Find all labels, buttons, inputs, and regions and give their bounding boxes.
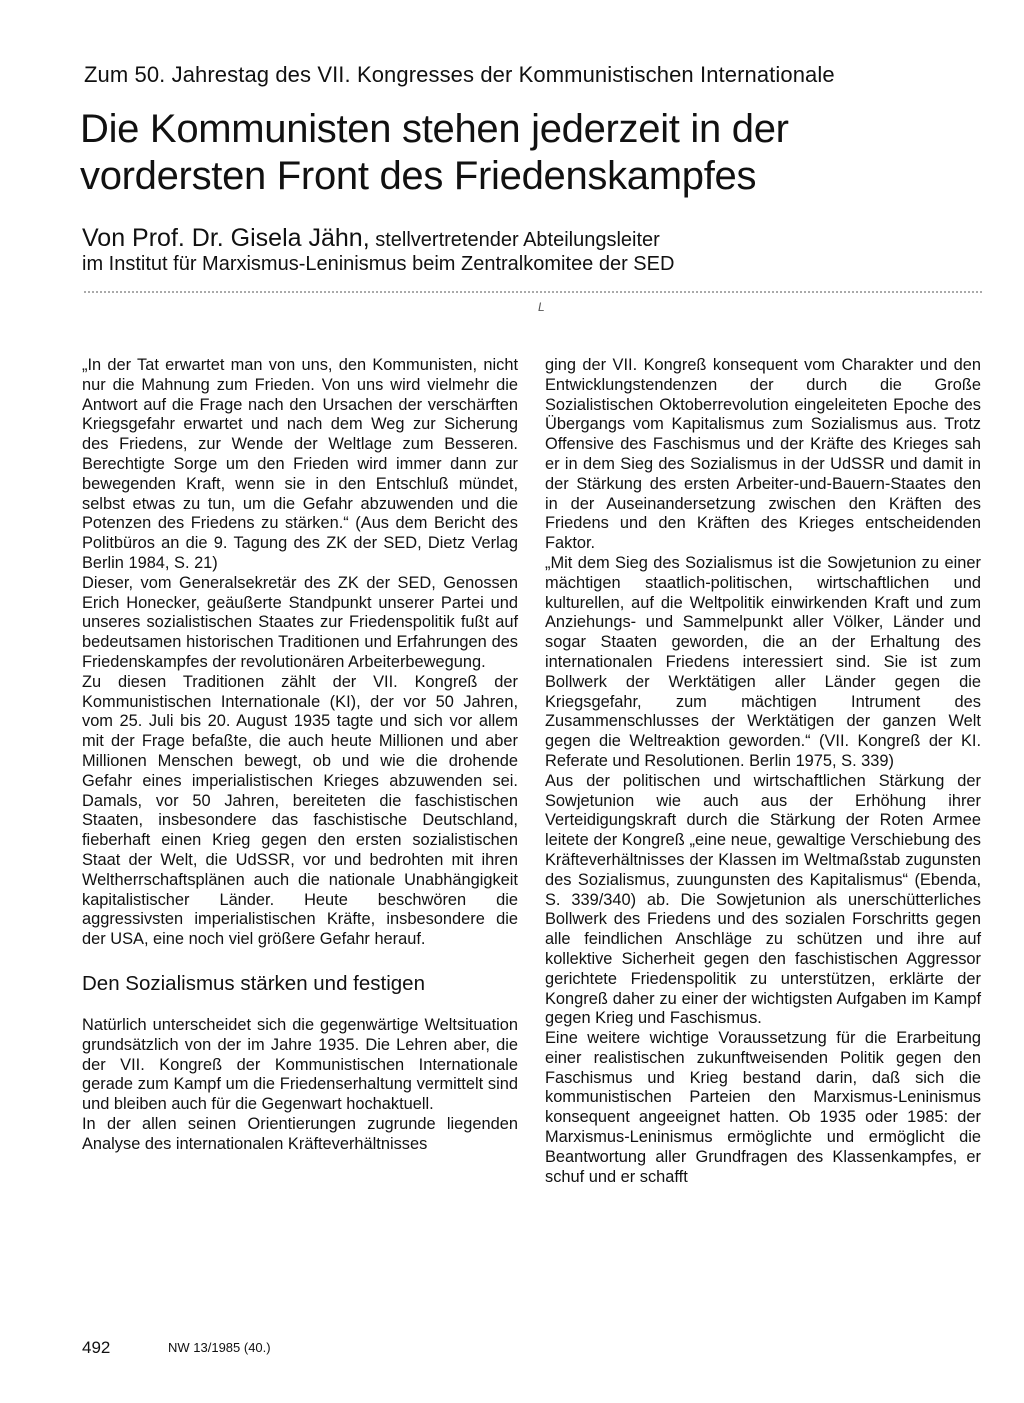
section-subheading: Den Sozialismus stärken und festigen bbox=[82, 971, 425, 995]
headline-line-1: Die Kommunisten stehen jederzeit in der bbox=[80, 107, 789, 151]
left-column bbox=[82, 356, 518, 1154]
headline-line-2: vordersten Front des Friedenskampfes bbox=[80, 154, 757, 198]
paragraph-honecker: Dieser, vom Generalsekretär des ZK der SED, Genossen Erich Honecker, geäußerte Standpunkt unserer Partei und unseres sozialistischen Staates zur Friedenspolitik fußt auf bedeutsamen historischen Traditionen und Erfahrungen des Friedenskampfes der revolutionären Arbeiterbewegung. bbox=[82, 573, 518, 671]
paragraph-quote-soviet-union: „Mit dem Sieg des Sozialismus ist die Sowjetunion zu einer mächtigen staatlich-politischen, wirtschaftlichen und kulturellen, auf die Weltpolitik einwirkenden Kraft und zum Anziehungs- und Sammelpunkt aller Völker, Länder und sogar Staaten geworden, die an der Erhaltung des internationalen Friedens interessiert sind. Sie ist zum Bollwerk der Werktätigen aller Länder gegen die Kriegsgefahr, zum mächtigen Intrument des Zusammenschlusses der Werktätigen der ganzen Welt gegen die Weltreaktion geworden.“ (VII. Kongreß der KI. Referate und Resolutionen. Berlin 1975, S. 339) bbox=[545, 553, 981, 770]
byline-institute: im Institut für Marxismus-Leninismus beim Zentralkomitee der SED bbox=[82, 253, 675, 275]
article-kicker: Zum 50. Jahrestag des VII. Kongresses der Kommunistischen Internationale bbox=[84, 62, 835, 87]
paragraph-traditions: Zu diesen Traditionen zählt der VII. Kongreß der Kommunistischen Internationale (KI), der vor 50 Jahren, vom 25. Juli bis 20. August 1935 tagte und sich vor allem mit der Frage befaßte, die auch heute Millionen und aber Millionen Menschen bewegt, ob und wie die drohende Gefahr eines imperialistischen Krieges abzuwenden sei. Damals, vor 50 Jahren, bereiteten die faschistischen Staaten, insbesondere das faschistische Deutschland, fieberhaft einen Krieg gegen den ersten sozialistischen Staat der Welt, die UdSSR, vor und bedrohten mit ihren Weltherrschaftsplänen auch die nationale Unabhängigkeit kapitalistischer Länder. Heute beschwören die aggressivsten imperialistischen Kräfte, insbesondere die der USA, eine noch viel größere Gefahr herauf. bbox=[82, 672, 518, 949]
paragraph-world-situation: Natürlich unterscheidet sich die gegenwärtige Weltsituation grundsätzlich von der im Jahre 1935. Die Lehren aber, die der VII. Kongreß der Kommunistischen Internationale gerade zum Kampf um die Friedenserhaltung vermittelt sind und bleiben auch für die Gegenwart hochaktuell. bbox=[82, 1015, 518, 1114]
paragraph-marxism-leninism: Eine weitere wichtige Voraussetzung für die Erarbeitung einer realistischen zukunftweisenden Politik gegen den Faschismus und Krieg bestand darin, daß sich die kommunistischen Parteien den Marxismus-Leninismus konsequent angeeignet hatten. Ob 1935 oder 1985: der Marxismus-Leninismus ermöglichte und ermöglicht die Beantwortung aller Grundfragen des Klassenkampfes, er schuf und er schafft bbox=[545, 1029, 981, 1186]
paragraph-strengthening: Aus der politischen und wirtschaftlichen Stärkung der Sowjetunion wie auch aus der Erhöhung ihrer Verteidigungskraft durch die Stärkung der Roten Armee leitete der Kongreß „eine neue, gewaltige Verschiebung des Kräfteverhältnisses der Klassen im Weltmaßstab zugunsten des Sozialismus, zuungunsten des Kapitalismus“ (Ebenda, S. 339/340) ab. Die Sowjetunion als unerschütterliches Bollwerk des Friedens und des sozialen Forschritts gegen alle feindlichen Anschläge zu schützen und ihre auf kollektive Sicherheit gegen den faschistischen Aggressor gerichtete Friedenspolitik zu unterstützen, erklärte der Kongreß daher zu einer der wichtigsten Aufgaben im Kampf gegen Krieg und Faschismus. bbox=[545, 771, 981, 1028]
article-headline bbox=[80, 106, 789, 200]
header-divider bbox=[84, 291, 982, 293]
journal-reference: NW 13/1985 (40.) bbox=[168, 1340, 271, 1355]
paragraph-quote-politburo: „In der Tat erwartet man von uns, den Kommunisten, nicht nur die Mahnung zum Frieden. Von uns wird vielmehr die Antwort auf die Frage nach den Ursachen der verschärften Kriegsgefahr erwartet und nach dem Weg zur Sicherung des Friedens, zur Wende der Weltlage zum Besseren. Berechtigte Sorge um den Frieden wird immer dann zur bewegenden Kraft, wenn sie in den Entschluß mündet, selbst etwas zu tun, um die Gefahr abzuwenden und die Potenzen des Friedens zu stärken.“ (Aus dem Bericht des Politbüros an die 9. Tagung des ZK der SED, Dietz Verlag Berlin 1984, S. 21) bbox=[82, 356, 518, 572]
byline-role: stellvertretender Abteilungsleiter bbox=[369, 229, 660, 251]
paragraph-congress-character: ging der VII. Kongreß konsequent vom Charakter und den Entwicklungstendenzen der durch die Große Sozialistischen Oktoberrevolution eingeleiteten Epoche des Übergangs vom Kapitalismus zum Sozialismus aus. Trotz Offensive des Faschismus und der Kräfte des Krieges sah er in dem Sieg des Sozialismus in der UdSSR und damit in der Stärkung des ersten Arbeiter-und-Bauern-Staates den in der Auseinandersetzung zwischen den Kräften des Friedens und den Kräften des Krieges entscheidenden Faktor. bbox=[545, 356, 981, 553]
paragraph-analysis: In der allen seinen Orientierungen zugrunde liegenden Analyse des internationalen Kräfteverhältnisses bbox=[82, 1114, 518, 1153]
right-column bbox=[545, 356, 981, 1187]
byline bbox=[82, 224, 675, 275]
margin-mark: L bbox=[538, 300, 545, 314]
byline-author: Von Prof. Dr. Gisela Jähn, bbox=[82, 224, 370, 252]
page-number: 492 bbox=[82, 1338, 111, 1357]
